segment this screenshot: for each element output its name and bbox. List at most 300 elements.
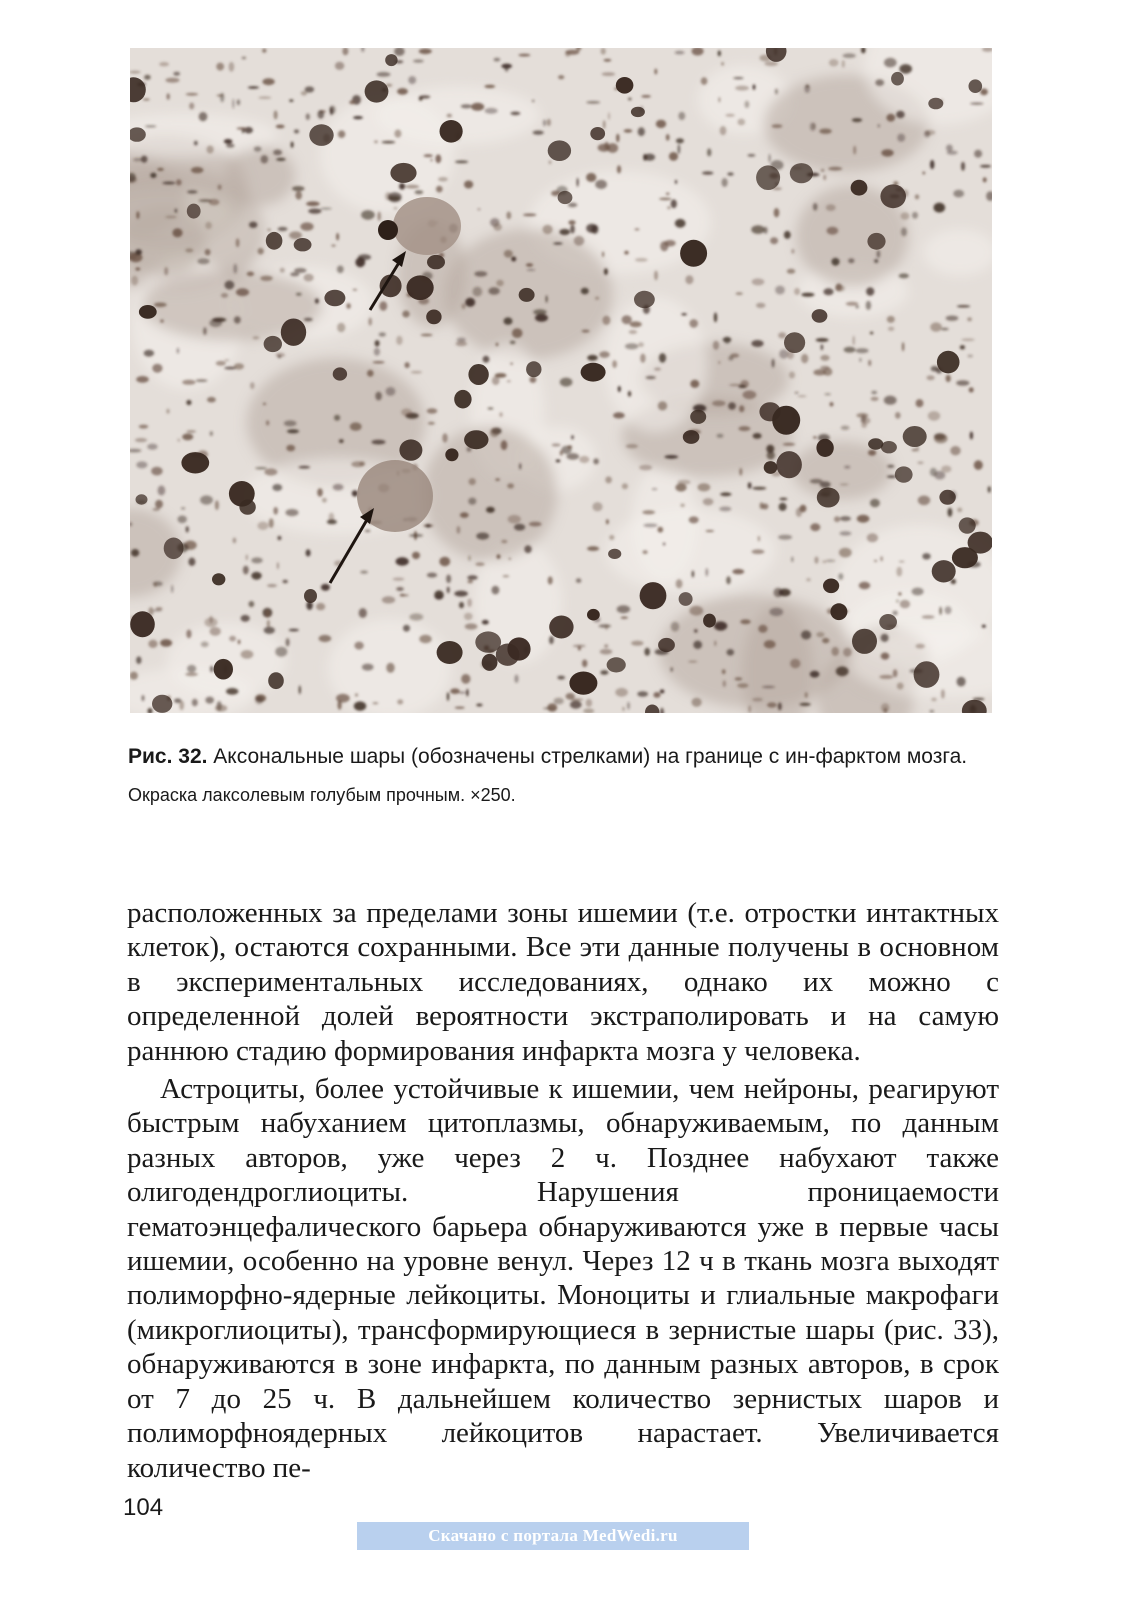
stain-speck — [842, 60, 845, 68]
stain-speck — [547, 119, 551, 126]
stain-speck — [630, 321, 642, 327]
stain-speck — [774, 208, 780, 217]
stain-speck — [758, 536, 761, 542]
stain-speck — [276, 353, 285, 358]
stain-speck — [439, 557, 450, 567]
stain-speck — [692, 698, 702, 707]
stain-speck — [189, 103, 194, 110]
stain-speck — [258, 96, 271, 99]
cell-nucleus — [608, 549, 621, 559]
stain-speck — [251, 557, 262, 563]
stain-speck — [557, 676, 565, 680]
stain-speck — [159, 62, 169, 66]
stain-speck — [843, 53, 856, 58]
stain-speck — [899, 561, 905, 563]
stain-speck — [713, 341, 719, 350]
stain-speck — [896, 567, 902, 577]
stain-speck — [177, 439, 180, 442]
stain-speck — [639, 465, 652, 471]
page-number: 104 — [123, 1494, 164, 1521]
stain-speck — [805, 692, 808, 698]
stain-speck — [360, 571, 368, 574]
stain-speck — [689, 516, 699, 523]
stain-speck — [467, 575, 477, 580]
cell-nucleus — [266, 232, 283, 250]
stain-speck — [930, 468, 937, 476]
stain-speck — [678, 112, 685, 120]
cell-nucleus — [229, 481, 255, 507]
stain-speck — [182, 380, 195, 385]
stain-speck — [725, 114, 734, 117]
stain-speck — [871, 391, 877, 395]
stain-speck — [772, 124, 783, 128]
stain-speck — [834, 516, 840, 522]
stain-speck — [856, 305, 859, 308]
stain-speck — [646, 376, 656, 379]
stain-speck — [688, 661, 697, 663]
stain-speck — [373, 361, 385, 364]
stain-speck — [825, 393, 831, 395]
stain-speck — [402, 311, 409, 318]
stain-speck — [496, 343, 499, 347]
stain-speck — [581, 288, 589, 295]
stain-speck — [758, 625, 767, 633]
stain-speck — [396, 587, 404, 591]
stain-speck — [705, 568, 708, 576]
stain-speck — [166, 78, 180, 83]
stain-speck — [751, 340, 763, 347]
stain-speck — [884, 58, 897, 68]
stain-speck — [641, 95, 651, 98]
stain-speck — [248, 86, 259, 88]
stain-speck — [576, 578, 581, 583]
stain-speck — [465, 623, 478, 629]
stain-speck — [728, 402, 736, 409]
stain-speck — [154, 303, 167, 308]
stain-speck — [290, 272, 299, 276]
cell-nucleus — [969, 79, 983, 93]
stain-speck — [602, 72, 615, 76]
stain-speck — [421, 334, 433, 336]
stain-speck — [625, 343, 638, 349]
stain-speck — [974, 460, 983, 470]
stain-speck — [671, 622, 679, 632]
stain-speck — [956, 380, 969, 386]
stain-speck — [617, 605, 630, 613]
cell-nucleus — [496, 644, 520, 666]
stain-speck — [770, 608, 784, 616]
stain-speck — [192, 699, 198, 706]
cell-nucleus — [445, 448, 458, 461]
stain-speck — [762, 686, 775, 688]
cell-nucleus — [309, 124, 333, 146]
stain-speck — [622, 707, 624, 711]
stain-speck — [321, 584, 330, 591]
stain-speck — [724, 337, 731, 344]
stain-speck — [857, 515, 870, 523]
cell-nucleus — [880, 184, 906, 208]
stain-speck — [856, 413, 868, 418]
cell-nucleus — [482, 654, 498, 671]
stain-speck — [294, 268, 306, 273]
stain-speck — [377, 212, 381, 221]
stain-speck — [714, 621, 727, 630]
stain-speck — [739, 405, 744, 412]
stain-speck — [840, 531, 852, 535]
stain-speck — [602, 316, 610, 325]
stain-speck — [722, 669, 726, 674]
stain-speck — [182, 434, 193, 441]
stain-speck — [191, 167, 203, 173]
stain-speck — [359, 608, 367, 618]
stain-speck — [399, 183, 405, 190]
stain-speck — [382, 141, 395, 144]
stain-speck — [145, 125, 156, 127]
stain-speck — [733, 77, 744, 79]
stain-speck — [209, 319, 222, 327]
stain-speck — [401, 594, 409, 596]
stain-speck — [816, 338, 829, 342]
cell-nucleus — [680, 240, 707, 267]
stain-speck — [504, 317, 513, 324]
stain-speck — [660, 689, 665, 693]
stain-speck — [412, 552, 420, 559]
stain-speck — [656, 120, 666, 128]
stain-speck — [652, 488, 657, 490]
stain-speck — [676, 138, 684, 143]
stain-speck — [916, 446, 919, 452]
stain-speck — [895, 412, 901, 419]
stain-speck — [723, 680, 727, 687]
stain-speck — [284, 420, 297, 426]
stain-speck — [675, 180, 677, 184]
stain-speck — [616, 134, 619, 143]
stain-speck — [595, 297, 599, 300]
stain-speck — [867, 533, 878, 542]
cell-nucleus — [790, 163, 813, 183]
stain-speck — [779, 498, 787, 501]
stain-speck — [840, 483, 849, 485]
stain-speck — [457, 338, 466, 343]
stain-speck — [606, 519, 609, 524]
stain-speck — [707, 148, 711, 156]
cell-nucleus — [365, 80, 389, 102]
stain-speck — [397, 699, 403, 704]
stain-speck — [670, 667, 673, 671]
stain-speck — [221, 293, 228, 298]
stain-speck — [386, 663, 394, 673]
stain-speck — [264, 627, 275, 634]
stain-speck — [379, 301, 387, 310]
stain-speck — [273, 150, 282, 156]
stain-speck — [396, 557, 409, 565]
stain-speck — [605, 476, 612, 483]
stain-speck — [186, 400, 191, 405]
stain-speck — [464, 181, 473, 189]
stain-speck — [203, 327, 207, 335]
stain-speck — [601, 48, 606, 55]
stain-speck — [272, 484, 282, 491]
stain-speck — [717, 434, 724, 438]
stain-speck — [501, 540, 507, 544]
stain-speck — [870, 499, 880, 508]
stain-speck — [396, 336, 402, 345]
stain-speck — [187, 665, 196, 673]
stain-speck — [460, 512, 469, 518]
stain-speck — [210, 666, 213, 672]
stain-speck — [898, 592, 901, 595]
stain-speck — [482, 620, 489, 625]
stain-speck — [859, 358, 861, 362]
stain-speck — [567, 453, 580, 460]
stain-speck — [535, 314, 548, 322]
stain-speck — [200, 495, 213, 504]
stain-speck — [769, 154, 771, 163]
cell-nucleus — [426, 310, 441, 325]
stain-speck — [315, 298, 319, 303]
stain-speck — [902, 342, 904, 351]
stain-speck — [280, 268, 285, 273]
stain-speck — [887, 316, 895, 323]
stain-speck — [298, 466, 310, 469]
stain-speck — [335, 62, 344, 70]
stain-speck — [659, 353, 666, 363]
stain-speck — [813, 203, 818, 211]
stain-speck — [476, 704, 482, 707]
stain-speck — [405, 185, 419, 189]
stain-speck — [827, 227, 839, 235]
cell-nucleus — [549, 616, 573, 639]
stain-speck — [216, 361, 226, 366]
stain-speck — [455, 707, 465, 709]
stain-speck — [931, 698, 937, 702]
stain-speck — [714, 312, 717, 322]
stain-speck — [266, 420, 269, 425]
stain-speck — [497, 554, 501, 559]
stain-speck — [185, 248, 193, 252]
stain-speck — [675, 483, 686, 491]
stain-speck — [144, 350, 154, 357]
stain-speck — [946, 316, 959, 321]
cell-nucleus — [867, 233, 885, 250]
stain-speck — [428, 422, 435, 425]
stain-speck — [277, 536, 281, 540]
stain-speck — [899, 273, 909, 278]
stain-speck — [526, 263, 533, 266]
stain-speck — [427, 573, 437, 578]
stain-speck — [587, 355, 598, 361]
stain-speck — [823, 175, 826, 180]
stain-speck — [642, 510, 655, 514]
cell-nucleus — [139, 305, 157, 319]
stain-speck — [779, 503, 787, 511]
stain-speck — [816, 632, 824, 637]
stain-speck — [893, 669, 898, 677]
stain-speck — [784, 231, 791, 239]
stain-speck — [505, 66, 509, 71]
stain-speck — [277, 562, 279, 569]
stain-speck — [136, 376, 149, 383]
stain-speck — [172, 228, 182, 237]
stain-speck — [205, 618, 218, 628]
cell-nucleus — [679, 592, 693, 606]
stain-speck — [659, 198, 671, 201]
stain-speck — [386, 387, 396, 396]
stain-speck — [948, 508, 953, 517]
stain-speck — [945, 606, 952, 614]
stain-speck — [267, 620, 270, 628]
stain-speck — [263, 403, 266, 405]
stain-speck — [953, 190, 964, 198]
cell-nucleus — [937, 351, 960, 374]
stain-speck — [918, 496, 930, 506]
stain-speck — [901, 228, 907, 237]
stain-speck — [320, 208, 332, 210]
stain-speck — [237, 127, 248, 130]
stain-speck — [881, 653, 890, 660]
stain-speck — [779, 589, 791, 597]
stain-speck — [823, 288, 833, 295]
stain-speck — [319, 635, 332, 642]
stain-speck — [424, 154, 433, 157]
stain-speck — [346, 303, 350, 309]
stain-speck — [844, 347, 856, 353]
stain-speck — [622, 483, 628, 489]
stain-speck — [605, 624, 609, 630]
stain-speck — [467, 598, 472, 607]
stain-speck — [261, 155, 269, 163]
stain-speck — [982, 625, 986, 628]
stain-speck — [510, 363, 512, 365]
stain-speck — [968, 355, 973, 358]
stain-speck — [162, 182, 175, 185]
stain-speck — [638, 342, 644, 347]
stain-speck — [604, 268, 608, 275]
stain-speck — [339, 439, 344, 443]
stain-speck — [603, 120, 606, 129]
cell-nucleus — [281, 319, 306, 346]
stain-speck — [365, 530, 370, 532]
stain-speck — [490, 428, 499, 437]
stain-speck — [411, 371, 422, 374]
stain-speck — [770, 237, 778, 244]
stain-speck — [493, 223, 502, 231]
stain-speck — [461, 674, 470, 684]
stain-speck — [831, 258, 839, 266]
stain-speck — [694, 629, 698, 633]
stain-speck — [492, 586, 500, 595]
stain-speck — [934, 203, 946, 213]
stain-speck — [233, 264, 237, 274]
stain-speck — [801, 293, 814, 297]
stain-speck — [394, 130, 401, 138]
stain-speck — [678, 144, 681, 154]
stain-speck — [447, 114, 452, 118]
stain-speck — [950, 446, 960, 455]
stain-speck — [654, 271, 658, 281]
stain-speck — [509, 558, 511, 560]
stain-speck — [671, 199, 677, 208]
stain-speck — [644, 154, 655, 161]
stain-speck — [158, 486, 166, 496]
stain-speck — [912, 588, 924, 596]
stain-speck — [548, 576, 553, 584]
stain-speck — [553, 242, 563, 244]
cell-nucleus — [823, 579, 839, 594]
cell-nucleus — [136, 494, 148, 504]
stain-speck — [830, 402, 834, 406]
stain-speck — [775, 286, 785, 295]
stain-speck — [267, 584, 277, 587]
stain-speck — [897, 134, 905, 142]
stain-speck — [519, 463, 521, 469]
stain-speck — [374, 140, 378, 143]
stain-speck — [157, 168, 164, 171]
stain-speck — [232, 99, 234, 109]
stain-speck — [721, 62, 724, 66]
cell-nucleus — [268, 672, 284, 689]
stain-speck — [766, 445, 774, 453]
stain-speck — [361, 210, 375, 220]
stain-speck — [838, 573, 843, 580]
cell-nucleus — [304, 589, 317, 603]
stain-speck — [912, 212, 918, 219]
stain-speck — [884, 396, 897, 405]
stain-speck — [246, 554, 249, 560]
stain-speck — [615, 688, 628, 697]
stain-speck — [813, 436, 817, 438]
stain-speck — [216, 63, 224, 71]
stain-speck — [765, 61, 778, 66]
stain-speck — [880, 556, 883, 561]
stain-speck — [397, 88, 408, 95]
tissue-wash — [604, 296, 707, 432]
stain-speck — [772, 359, 775, 368]
stain-speck — [922, 615, 935, 619]
stain-speck — [258, 248, 264, 255]
stain-speck — [546, 295, 548, 302]
cell-nucleus — [519, 288, 535, 302]
stain-speck — [488, 287, 499, 295]
stain-speck — [737, 683, 748, 688]
stain-speck — [205, 222, 212, 229]
stain-speck — [667, 206, 670, 209]
stain-speck — [665, 455, 679, 459]
cell-nucleus — [385, 54, 397, 66]
stain-speck — [980, 89, 988, 96]
stain-speck — [881, 634, 889, 642]
stain-speck — [612, 360, 617, 368]
stain-speck — [813, 123, 816, 129]
cell-nucleus — [407, 275, 434, 300]
stain-speck — [752, 278, 765, 285]
stain-speck — [899, 64, 912, 74]
stain-speck — [185, 672, 198, 676]
stain-speck — [836, 666, 849, 676]
stain-speck — [609, 535, 614, 540]
cell-nucleus — [879, 614, 897, 630]
stain-speck — [238, 640, 241, 645]
stain-speck — [436, 186, 443, 193]
stain-speck — [775, 89, 778, 95]
stain-speck — [629, 330, 637, 334]
stain-speck — [467, 580, 473, 584]
stain-speck — [870, 332, 873, 335]
stain-speck — [897, 683, 904, 690]
stain-speck — [154, 582, 157, 587]
stain-speck — [205, 249, 211, 255]
stain-speck — [304, 274, 314, 282]
